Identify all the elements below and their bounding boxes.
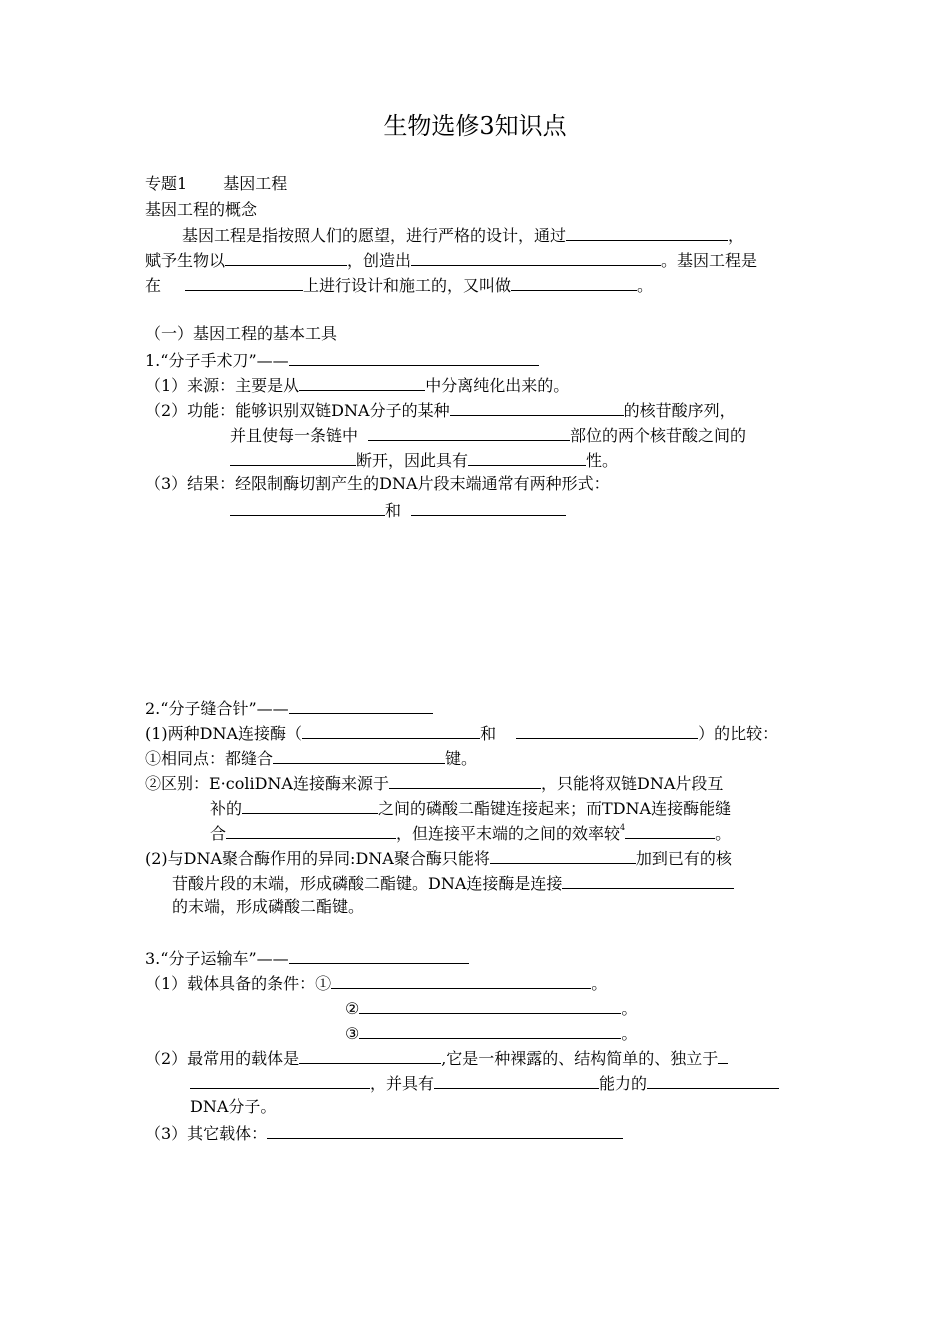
text: 之间的磷酸二酯键连接起来；而T [378, 799, 613, 818]
text: ，并具有 [370, 1074, 435, 1093]
blank [185, 272, 303, 291]
text: 合 [210, 824, 227, 843]
ligase-poly-1 [145, 845, 732, 869]
text: 并且使每一条链中 [230, 426, 359, 445]
ligase-same [145, 745, 477, 769]
text: 断开，因此具有 [356, 451, 469, 470]
blank [289, 945, 469, 964]
text: 苷酸片段的末端，形成磷酸二酯键。DNA连接酶是连接 [172, 874, 563, 893]
blank [299, 1045, 441, 1064]
scissors-function-3 [230, 447, 618, 471]
blank [289, 695, 433, 714]
blank [389, 770, 541, 789]
blank [718, 1045, 728, 1064]
blank [359, 1020, 621, 1039]
vector-head-text: 3.“分子运输车”—— [145, 949, 289, 968]
text: （2）功能：能够识别双链DNA分子的某种 [145, 401, 450, 420]
vector-cond-1 [145, 970, 607, 994]
text: (1)两种DNA连接酶（ [145, 724, 303, 743]
text: 的核苷酸序列， [623, 401, 736, 420]
blank [273, 745, 445, 764]
text: ,它是一种裸露的、结构简单的、独立于 [441, 1049, 719, 1068]
text: 和 [385, 501, 402, 520]
topic-name: 基因工程 [223, 174, 288, 193]
vector-cond-2 [345, 995, 637, 1019]
text: 。 [715, 824, 732, 843]
blank [562, 870, 734, 889]
concept-heading: 基因工程的概念 [145, 200, 258, 219]
text: ②区别：E·coliDNA连接酶来源于 [145, 774, 389, 793]
ligase-compare [145, 720, 778, 744]
blank [225, 247, 347, 266]
text: 加到已有的核 [635, 849, 732, 868]
blank [331, 970, 591, 989]
concept-text: 。 [637, 276, 654, 295]
concept-text: 基因工程是指按照人们的愿望，进行严格的设计，通过 [182, 226, 567, 245]
concept-line-3 [145, 272, 653, 296]
text: (2)与DNA聚合酶作用的异同:DNA聚合酶只能将 [145, 849, 490, 868]
blank [289, 347, 539, 366]
blank [511, 272, 637, 291]
blank [434, 1070, 599, 1089]
concept-text: 。基因工程是 [661, 251, 758, 270]
blank [468, 447, 586, 466]
scissors-function-1 [145, 397, 736, 421]
scissors-source [145, 372, 569, 396]
blank [368, 422, 570, 441]
blank [647, 1070, 779, 1089]
blank [302, 720, 480, 739]
ligase-heading [145, 695, 433, 719]
vector-heading [145, 945, 469, 969]
ligase-poly-2 [172, 870, 734, 894]
text: （1）载体具备的条件：① [145, 974, 332, 993]
concept-text: 赋予生物以 [145, 251, 226, 270]
blank [411, 497, 566, 516]
blank [242, 795, 378, 814]
blank [226, 820, 396, 839]
blank [359, 995, 621, 1014]
blank [190, 1070, 370, 1089]
blank [516, 720, 698, 739]
text: 补的 [210, 799, 243, 818]
text: ② [345, 999, 360, 1018]
blank [267, 1120, 623, 1139]
vector-common-2 [190, 1070, 779, 1094]
ligase-diff-1 [145, 770, 723, 794]
text: 性。 [586, 451, 619, 470]
topic-label: 专题1 [145, 174, 188, 193]
blank [625, 820, 715, 839]
text: 部位的两个核苷酸之间的 [570, 426, 747, 445]
superscript: 4 [620, 823, 626, 832]
text: 和 [480, 724, 497, 743]
topic-heading [145, 172, 287, 196]
text: （2）最常用的载体是 [145, 1049, 300, 1068]
concept-text: 在 [145, 276, 162, 295]
vector-other [145, 1120, 623, 1144]
page-title: 生物选修3知识点 [383, 112, 567, 140]
ligase-head-text: 2.“分子缝合针”—— [145, 699, 289, 718]
scissors-result: （3）结果：经限制酶切割产生的DNA片段末端通常有两种形式： [145, 474, 610, 493]
text: （1）来源：主要是从 [145, 376, 300, 395]
ligase-poly-3: 的末端，形成磷酸二酯键。 [172, 897, 365, 916]
vector-common-3: DNA分子。 [190, 1097, 277, 1116]
concept-text: ，创造出 [347, 251, 412, 270]
text: ①相同点：都缝合 [145, 749, 274, 768]
text: ③ [345, 1024, 360, 1043]
blank [490, 845, 636, 864]
text: 。 [621, 1024, 638, 1043]
blank [230, 447, 356, 466]
text: （3）其它载体： [145, 1124, 268, 1143]
blank [566, 222, 728, 241]
vector-cond-3 [345, 1020, 637, 1044]
text: ）的比较： [698, 724, 779, 743]
ligase-diff-3 [210, 820, 731, 844]
tools-heading: （一）基因工程的基本工具 [145, 324, 338, 343]
scissors-head-text: 1.“分子手术刀”—— [145, 351, 289, 370]
text: DNA连接酶能缝 [612, 799, 732, 818]
text: 。 [591, 974, 608, 993]
concept-text: ， [728, 226, 745, 245]
scissors-function-2 [230, 422, 746, 446]
text: 中分离纯化出来的。 [425, 376, 570, 395]
vector-common-1 [145, 1045, 728, 1069]
text: 键。 [445, 749, 478, 768]
concept-text: 上进行设计和施工的，又叫做 [303, 276, 512, 295]
text: ，但连接平末端的之间的效率较 [396, 824, 621, 843]
ligase-diff-2 [210, 795, 731, 819]
concept-line-2 [145, 247, 757, 271]
text: 。 [621, 999, 638, 1018]
text: 能力的 [599, 1074, 648, 1093]
blank [411, 247, 661, 266]
scissors-heading [145, 347, 539, 371]
concept-line-1 [182, 222, 744, 246]
blank [450, 397, 624, 416]
text: ，只能将双链DNA片段互 [540, 774, 724, 793]
blank [230, 497, 385, 516]
blank [299, 372, 425, 391]
scissors-result-blanks [230, 497, 566, 521]
